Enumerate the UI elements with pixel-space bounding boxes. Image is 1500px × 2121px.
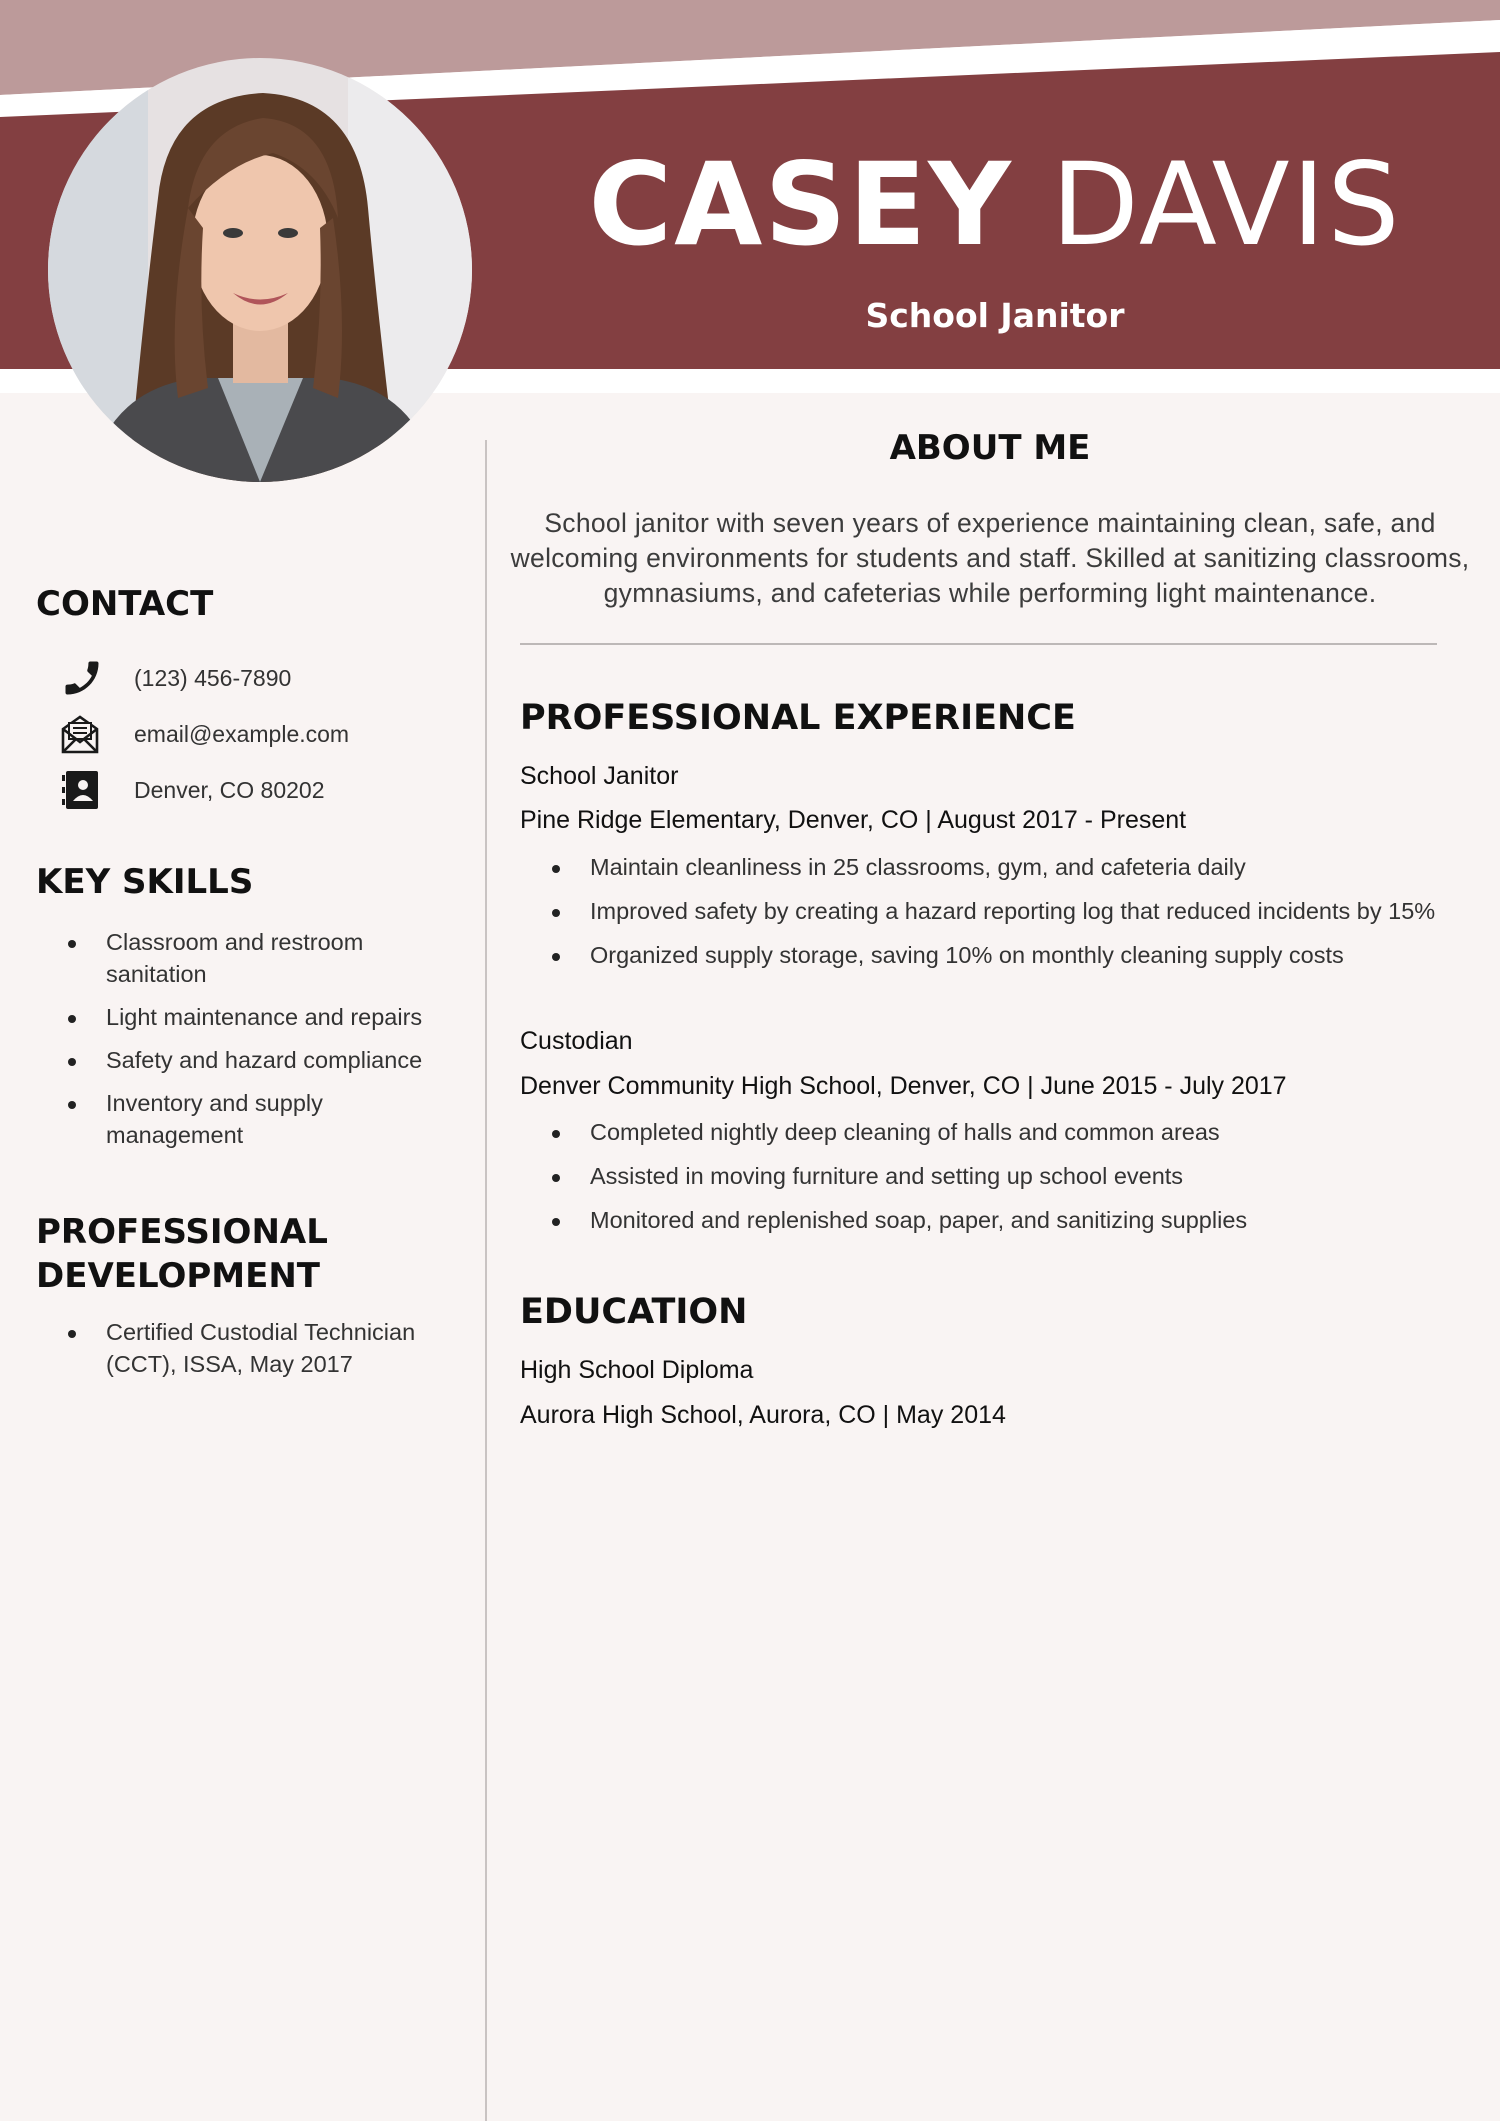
list-item: Improved safety by creating a hazard reporting log that reduced incidents by 15% (520, 895, 1460, 927)
address-card-icon (60, 765, 116, 815)
skills-heading: KEY SKILLS (36, 862, 254, 902)
list-item: Organized supply storage, saving 10% on monthly cleaning supply costs (520, 939, 1460, 971)
last-name: DAVIS (1051, 138, 1402, 271)
list-item: Certified Custodial Technician (CCT), ISSA, May 2017 (36, 1316, 456, 1380)
about-text: School janitor with seven years of experience maintaining clean, safe, and welcoming environments for students and staff. Skilled at sanitizing classrooms, gymnasiums, and cafeterias while performing light maintenance. (510, 508, 1470, 608)
job-bullets-1 (520, 851, 1460, 983)
list-item: Monitored and replenished soap, paper, and sanitizing supplies (520, 1204, 1460, 1236)
job-title-1: School Janitor (520, 762, 679, 790)
skills-list (36, 926, 456, 1162)
list-item: Safety and hazard compliance (36, 1044, 456, 1076)
address-text: Denver, CO 80202 (134, 776, 325, 803)
education-heading: EDUCATION (520, 1292, 748, 1332)
job-meta-1: Pine Ridge Elementary, Denver, CO | August 2017 - Present (520, 806, 1187, 834)
development-list (36, 1316, 456, 1380)
envelope-icon (60, 709, 116, 759)
list-item: Maintain cleanliness in 25 classrooms, gym, and cafeteria daily (520, 851, 1460, 883)
contact-address (60, 762, 460, 818)
job-meta-2: Denver Community High School, Denver, CO | June 2015 - July 2017 (520, 1072, 1287, 1100)
education-school: Aurora High School, Aurora, CO | May 2014 (520, 1401, 1006, 1429)
job-title: School Janitor (865, 296, 1125, 335)
email-address: email@example.com (134, 720, 350, 747)
profile-photo (48, 58, 472, 482)
education-degree: High School Diploma (520, 1356, 754, 1384)
section-divider (520, 643, 1437, 645)
list-item: Light maintenance and repairs (36, 1001, 456, 1033)
development-heading: PROFESSIONAL DEVELOPMENT (36, 1212, 328, 1296)
list-item: Completed nightly deep cleaning of halls and common areas (520, 1116, 1460, 1148)
contact-email (60, 706, 460, 762)
experience-heading: PROFESSIONAL EXPERIENCE (520, 698, 1076, 738)
phone-icon (60, 653, 116, 703)
contact-list (60, 650, 460, 818)
contact-heading: CONTACT (36, 584, 214, 624)
list-item: Assisted in moving furniture and setting up school events (520, 1160, 1460, 1192)
phone-number: (123) 456-7890 (134, 664, 292, 691)
list-item: Classroom and restroom sanitation (36, 926, 456, 990)
about-heading: ABOUT ME (889, 428, 1091, 468)
job-title-2: Custodian (520, 1027, 633, 1055)
first-name: CASEY (588, 138, 1013, 271)
job-bullets-2 (520, 1116, 1460, 1248)
contact-phone (60, 650, 460, 706)
candidate-name (470, 138, 1500, 271)
list-item: Inventory and supply management (36, 1087, 456, 1151)
column-divider (485, 440, 487, 2121)
